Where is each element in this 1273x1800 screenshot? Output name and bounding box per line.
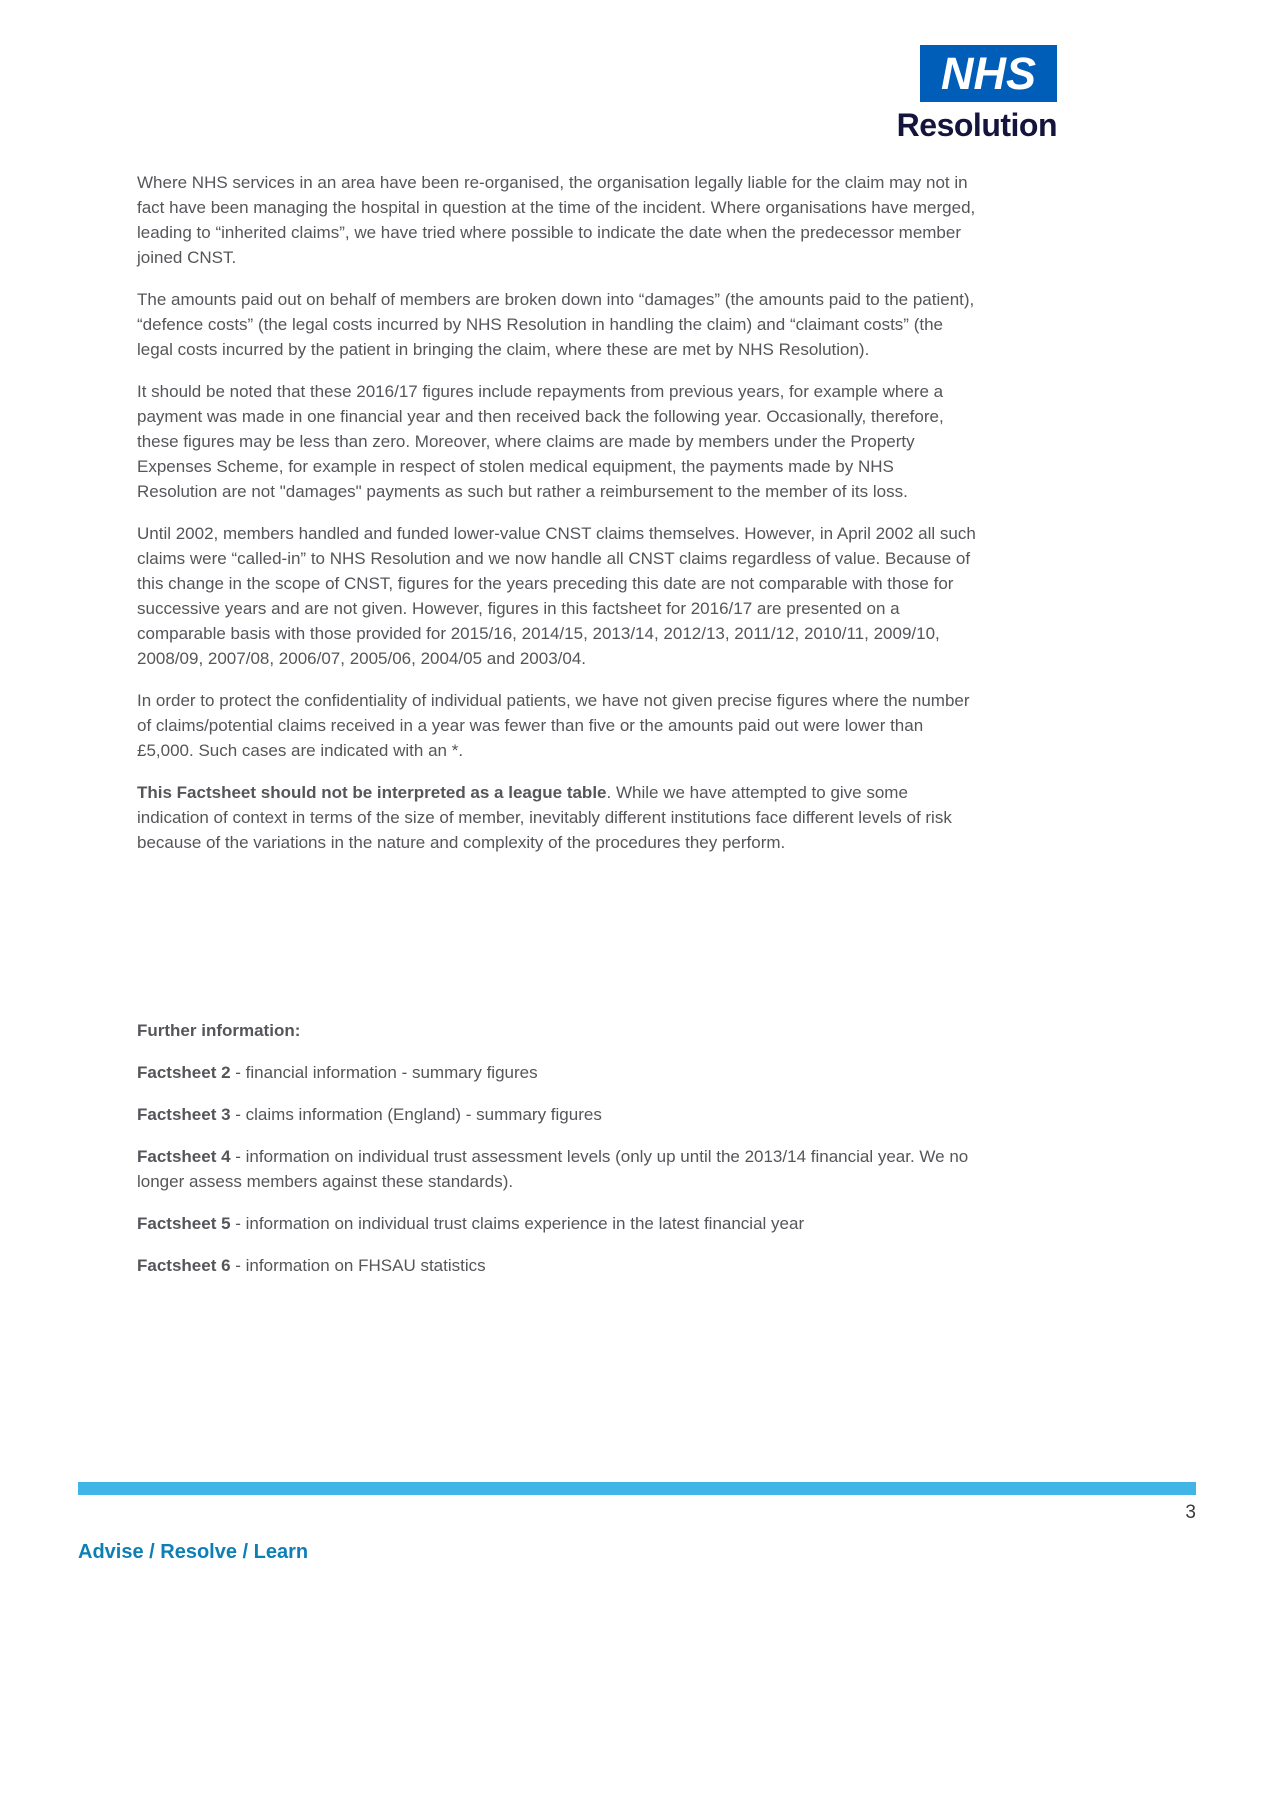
factsheet-item-5 <box>137 1211 977 1236</box>
factsheet-6-text: - information on FHSAU statistics <box>230 1256 486 1275</box>
factsheet-4-label: Factsheet 4 <box>137 1147 231 1166</box>
paragraph-league-table-warning <box>137 780 977 855</box>
page-number: 3 <box>1185 1502 1196 1523</box>
factsheet-2-label: Factsheet 2 <box>137 1063 231 1082</box>
document-body <box>137 170 977 1295</box>
paragraph-reorganised-services: Where NHS services in an area have been re-organised, the organisation legally liable for the claim may not in fact have been managing the hospital in question at the time of the incident. Where organisations have merged, leading to “inherited claims”, we have tried where possible to indicate the date when the predecessor member joined CNST. <box>137 173 976 267</box>
nhs-logo-text: NHS <box>940 48 1036 99</box>
factsheet-3-label: Factsheet 3 <box>137 1105 231 1124</box>
vertical-spacer <box>137 872 977 1018</box>
logo-resolution-text: Resolution <box>896 107 1057 143</box>
nhs-resolution-logo <box>897 45 1057 144</box>
factsheet-4-text: - information on individual trust assessment levels (only up until the 2013/14 financial year. We no longer assess members against these standards). <box>137 1147 969 1191</box>
league-table-bold-text: This Factsheet should not be interpreted as a league table <box>137 783 607 802</box>
factsheet-5-text: - information on individual trust claims experience in the latest financial year <box>230 1214 805 1233</box>
paragraph-cnst-history: Until 2002, members handled and funded lower-value CNST claims themselves. However, in April 2002 all such claims were “called-in” to NHS Resolution and we now handle all CNST claims regardless of value. Because of this change in the scope of CNST, figures for the years preceding this date are not comparable with those for successive years and are not given. However, figures in this factsheet for 2016/17 are presented on a comparable basis with those provided for 2015/16, 2014/15, 2013/14, 2012/13, 2011/12, 2010/11, 2009/10, 2008/09, 2007/08, 2006/07, 2005/06, 2004/05 and 2003/04. <box>137 524 976 668</box>
footer-tagline: Advise / Resolve / Learn <box>78 1541 309 1563</box>
factsheet-item-2 <box>137 1060 977 1085</box>
league-table-rest-text: . While we have attempted to give some indication of context in terms of the size of member, inevitably different institutions face different levels of risk because of the variations in the nature and complexity of the procedures they perform. <box>137 783 952 852</box>
factsheet-2-text: - financial information - summary figures <box>230 1063 538 1082</box>
paragraph-repayments-note: It should be noted that these 2016/17 figures include repayments from previous years, for example where a payment was made in one financial year and then received back the following year. Occasionally, therefore, these figures may be less than zero. Moreover, where claims are made by members under the Property Expenses Scheme, for example in respect of stolen medical equipment, the payments made by NHS Resolution are not "damages" payments as such but rather a reimbursement to the member of its loss. <box>137 382 944 501</box>
factsheet-3-text: - claims information (England) - summary figures <box>230 1105 602 1124</box>
factsheet-6-label: Factsheet 6 <box>137 1256 231 1275</box>
nhs-logo-box <box>920 45 1057 102</box>
factsheet-5-label: Factsheet 5 <box>137 1214 231 1233</box>
footer-divider-bar <box>78 1482 1196 1495</box>
factsheet-item-4 <box>137 1144 977 1194</box>
factsheet-item-6 <box>137 1253 977 1278</box>
further-information-heading: Further information: <box>137 1021 301 1040</box>
factsheet-item-3 <box>137 1102 977 1127</box>
paragraph-confidentiality: In order to protect the confidentiality of individual patients, we have not given precise figures where the number of claims/potential claims received in a year was fewer than five or the amounts paid out were lower than £5,000. Such cases are indicated with an *. <box>137 691 970 760</box>
paragraph-amounts-paid: The amounts paid out on behalf of members are broken down into “damages” (the amounts paid to the patient), “defence costs” (the legal costs incurred by NHS Resolution in handling the claim) and “claimant costs” (the legal costs incurred by the patient in bringing the claim, where these are met by NHS Resolution). <box>137 290 975 359</box>
